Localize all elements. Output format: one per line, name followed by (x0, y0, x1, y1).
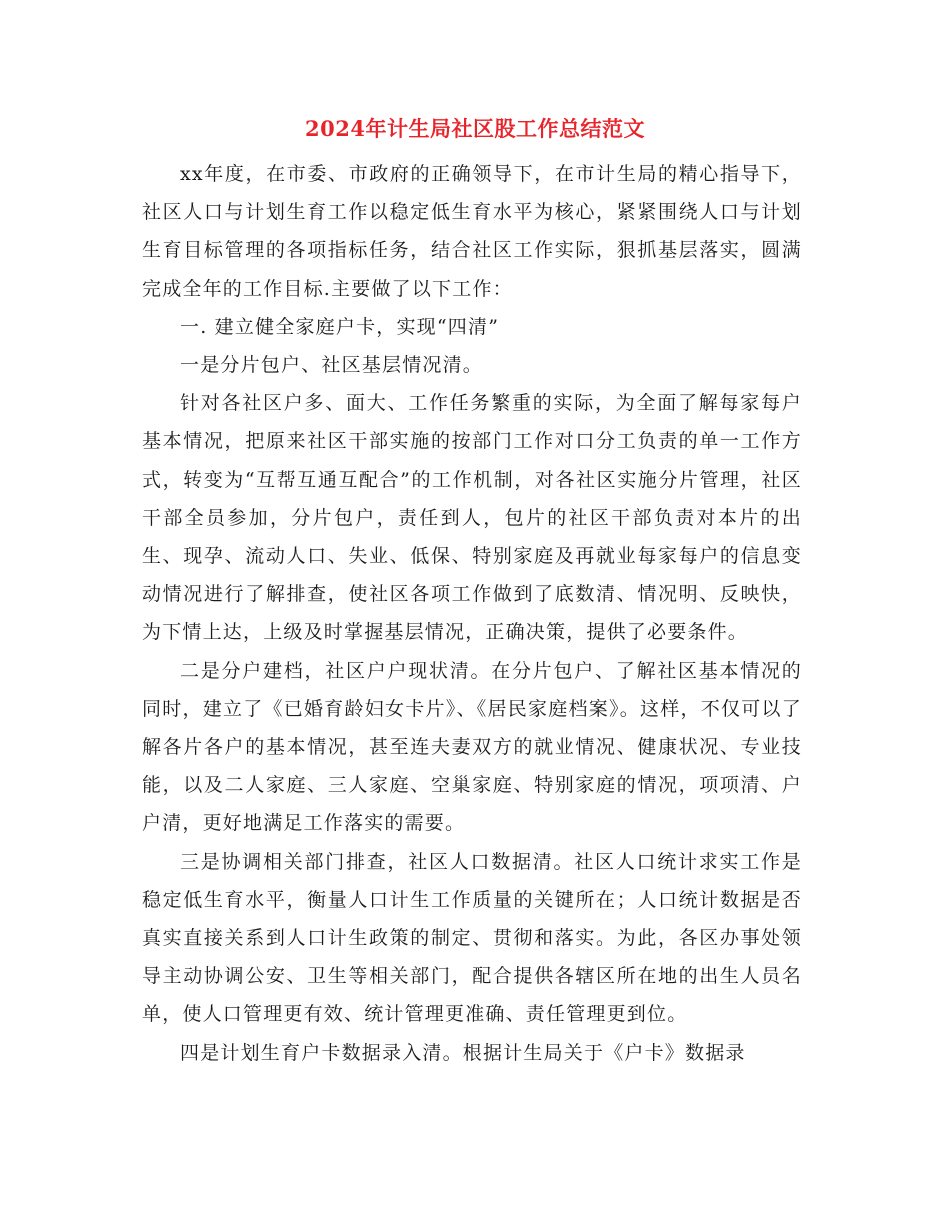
paragraph-item-2: 二是分户建档，社区户户现状清。在分片包户、了解社区基本情况的同时，建立了《已婚育龄妇女卡片》、《居民家庭档案》。这样，不仅可以了解各片各户的基本情况，甚至连夫妻双方的就业情况、健康状况、专业技能，以及二人家庭、三人家庭、空巢家庭、特别家庭的情况，项项清、户户清，更好地满足工作落实的需要。 (142, 659, 802, 835)
document-body (142, 155, 802, 1072)
paragraph-item-3: 三是协调相关部门排查，社区人口数据清。社区人口统计求实工作是稳定低生育水平，衡量人口计生工作质量的关键所在；人口统计数据是否真实直接关系到人口计生政策的制定、贯彻和落实。为此，各区办事处领导主动协调公安、卫生等相关部门，配合提供各辖区所在地的出生人员名单，使人口管理更有效、统计管理更准确、责任管理更到位。 (142, 850, 802, 1026)
section-heading-1: 一. 建立健全家庭户卡，实现“四清” (180, 315, 500, 338)
paragraph-intro: xx年度，在市委、市政府的正确领导下，在市计生局的精心指导下，社区人口与计划生育工作以稳定低生育水平为核心，紧紧围绕人口与计划生育目标管理的各项指标任务，结合社区工作实际，狠抓基层落实，圆满完成全年的工作目标.主要做了以下工作： (142, 163, 802, 300)
paragraph-item-4: 四是计划生育户卡数据录入清。根据计生局关于《户卡》数据录 (180, 1041, 746, 1064)
paragraph-item-1-detail: 针对各社区户多、面大、工作任务繁重的实际，为全面了解每家每户基本情况，把原来社区干部实施的按部门工作对口分工负责的单一工作方式，转变为“互帮互通互配合”的工作机制，对各社区实施分片管理，社区干部全员参加，分片包户，责任到人，包片的社区干部负责对本片的出生、现孕、流动人口、失业、低保、特别家庭及再就业每家每户的信息变动情况进行了解排查，使社区各项工作做到了底数清、情况明、反映快，为下情上达，上级及时掌握基层情况，正确决策，提供了必要条件。 (142, 392, 802, 644)
document-title: 2024年计生局社区股工作总结范文 (305, 116, 645, 141)
subheading-item-1: 一是分片包户、社区基层情况清。 (180, 354, 484, 377)
